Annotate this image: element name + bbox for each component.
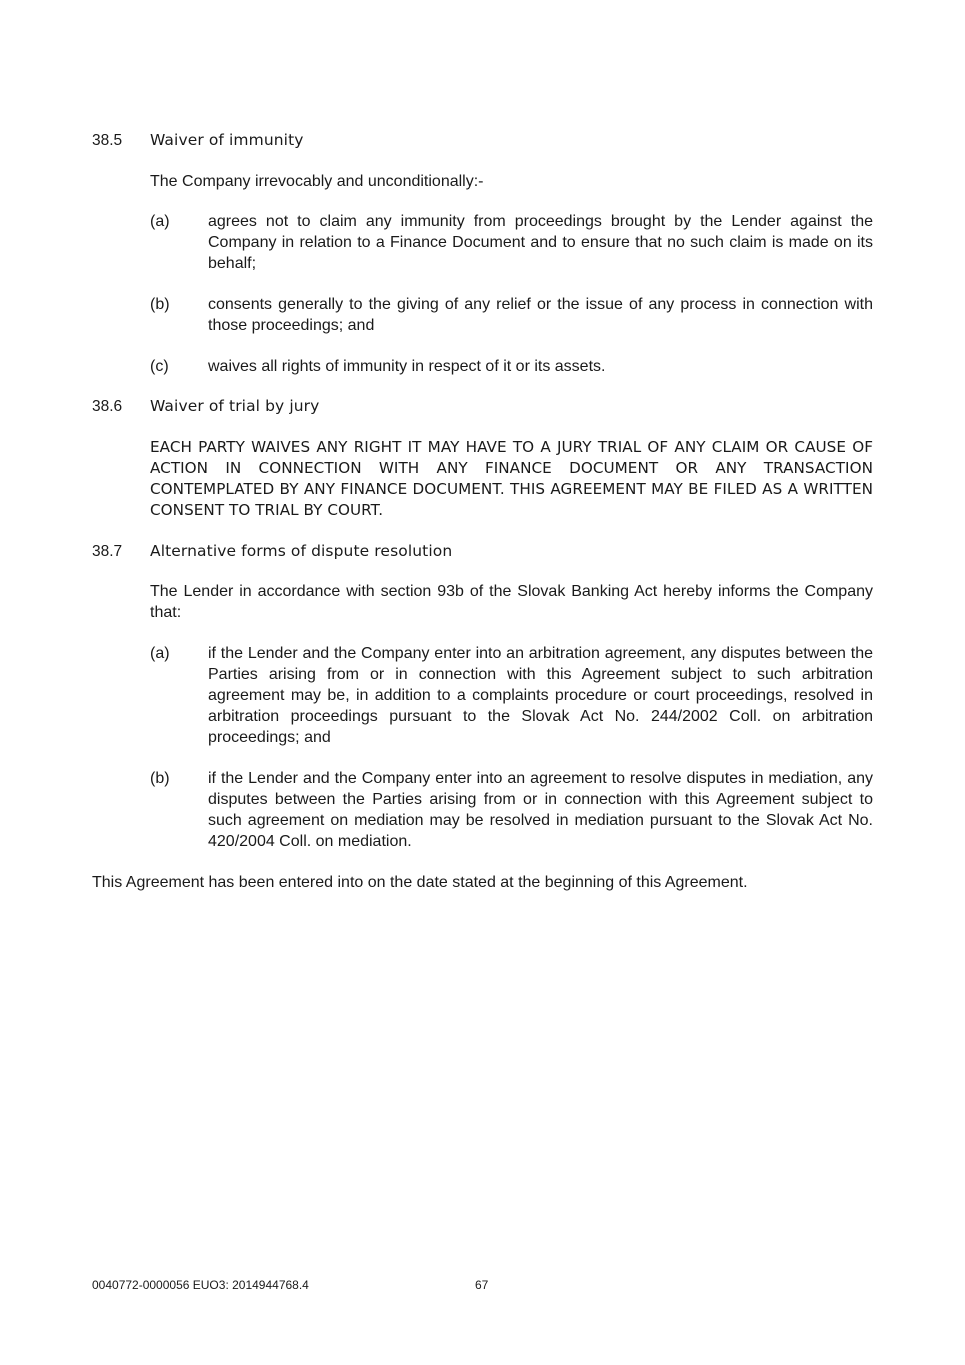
item-text: if the Lender and the Company enter into an agreement to resolve disputes in mediation, any disputes between the Parties arising from or in connection with this Agreement subject to such agreement on mediation may be resolved in mediation pursuant to the Slovak Act No. 420/2004 Coll. on mediation.	[208, 770, 873, 850]
item-text: agrees not to claim any immunity from proceedings brought by the Lender against the Company in relation to a Finance Document and to ensure that no such claim is made on its behalf;	[208, 213, 873, 272]
item-text: consents generally to the giving of any relief or the issue of any process in connection with those proceedings; and	[208, 296, 873, 334]
section-number: 38.6	[92, 398, 123, 415]
section-intro: The Company irrevocably and unconditionally:-	[150, 173, 484, 190]
item-label: (c)	[150, 358, 169, 375]
item-label: (a)	[150, 645, 170, 662]
section-title: Alternative forms of dispute resolution	[150, 542, 453, 560]
closing-statement: This Agreement has been entered into on the date stated at the beginning of this Agreement.	[92, 874, 748, 891]
section-number: 38.7	[92, 543, 123, 560]
section-number: 38.5	[92, 132, 123, 149]
footer-page-number: 67	[475, 1278, 489, 1292]
item-label: (b)	[150, 296, 170, 313]
item-label: (a)	[150, 213, 170, 230]
item-label: (b)	[150, 770, 170, 787]
footer-document-reference: 0040772-0000056 EUO3: 2014944768.4	[92, 1278, 309, 1292]
item-text: if the Lender and the Company enter into an arbitration agreement, any disputes between the Parties arising from or in connection with this Agreement subject to such arbitration agreement may be, in addition to a complaints procedure or court proceedings, resolved in arbitration proceedings pursuant to the Slovak Act No. 244/2002 Coll. on arbitration proceedings; and	[208, 645, 873, 746]
section-intro: The Lender in accordance with section 93b of the Slovak Banking Act hereby informs the Company that:	[150, 583, 873, 621]
item-text: waives all rights of immunity in respect of it or its assets.	[208, 358, 606, 375]
section-body: EACH PARTY WAIVES ANY RIGHT IT MAY HAVE TO A JURY TRIAL OF ANY CLAIM OR CAUSE OF ACTION IN CONNECTION WITH ANY FINANCE DOCUMENT OR ANY TRANSACTION CONTEMPLATED BY ANY FINANCE DOCUMENT. THIS AGREEMENT MAY BE FILED AS A WRITTEN CONSENT TO TRIAL BY COURT.	[150, 438, 873, 519]
section-title: Waiver of immunity	[150, 131, 304, 149]
section-title: Waiver of trial by jury	[150, 397, 320, 415]
